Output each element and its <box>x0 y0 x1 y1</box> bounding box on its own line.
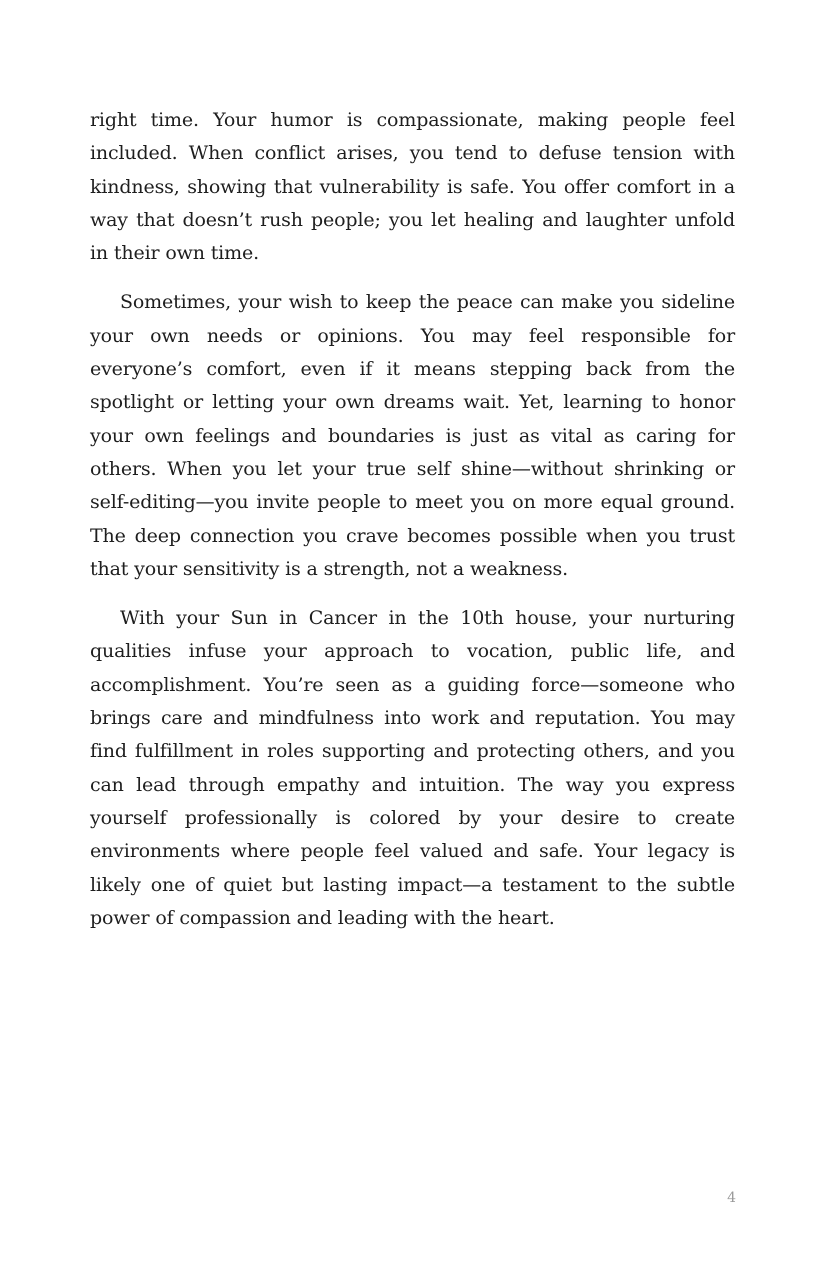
page-number: 4 <box>727 1190 736 1206</box>
paragraph-peace: Sometimes, your wish to keep the peace can make you sideline your own needs or opinions. You may feel responsible for everyone’s comfort, even if it means stepping back from the spotlight or letting your own dreams wait. Yet, learning to honor your own feelings and boundaries is just as vital as caring for others. When you let your true self shine—without shrinking or self-editing—you invite people to meet you on more equal ground. The deep connection you crave becomes possible when you trust that your sensitivity is a strength, not a weakness. <box>90 291 735 580</box>
paragraph-continuation: right time. Your humor is compassionate, making people feel included. When conflict arises, you tend to defuse tension with kindness, showing that vulnerability is safe. You offer comfort in a way that doesn’t rush people; you let healing and laughter unfold in their own time. <box>90 109 735 265</box>
body-text <box>90 104 735 951</box>
paragraph-sun-in-cancer: With your Sun in Cancer in the 10th house, your nurturing qualities infuse your approach to vocation, public life, and accomplishment. You’re seen as a guiding force—someone who brings care and mindfulness into work and reputation. You may find fulfillment in roles supporting and protecting others, and you can lead through empathy and intuition. The way you express yourself professionally is colored by your desire to create environments where people feel valued and safe. Your legacy is likely one of quiet but lasting impact—a testament to the subtle power of compassion and leading with the heart. <box>90 607 735 929</box>
